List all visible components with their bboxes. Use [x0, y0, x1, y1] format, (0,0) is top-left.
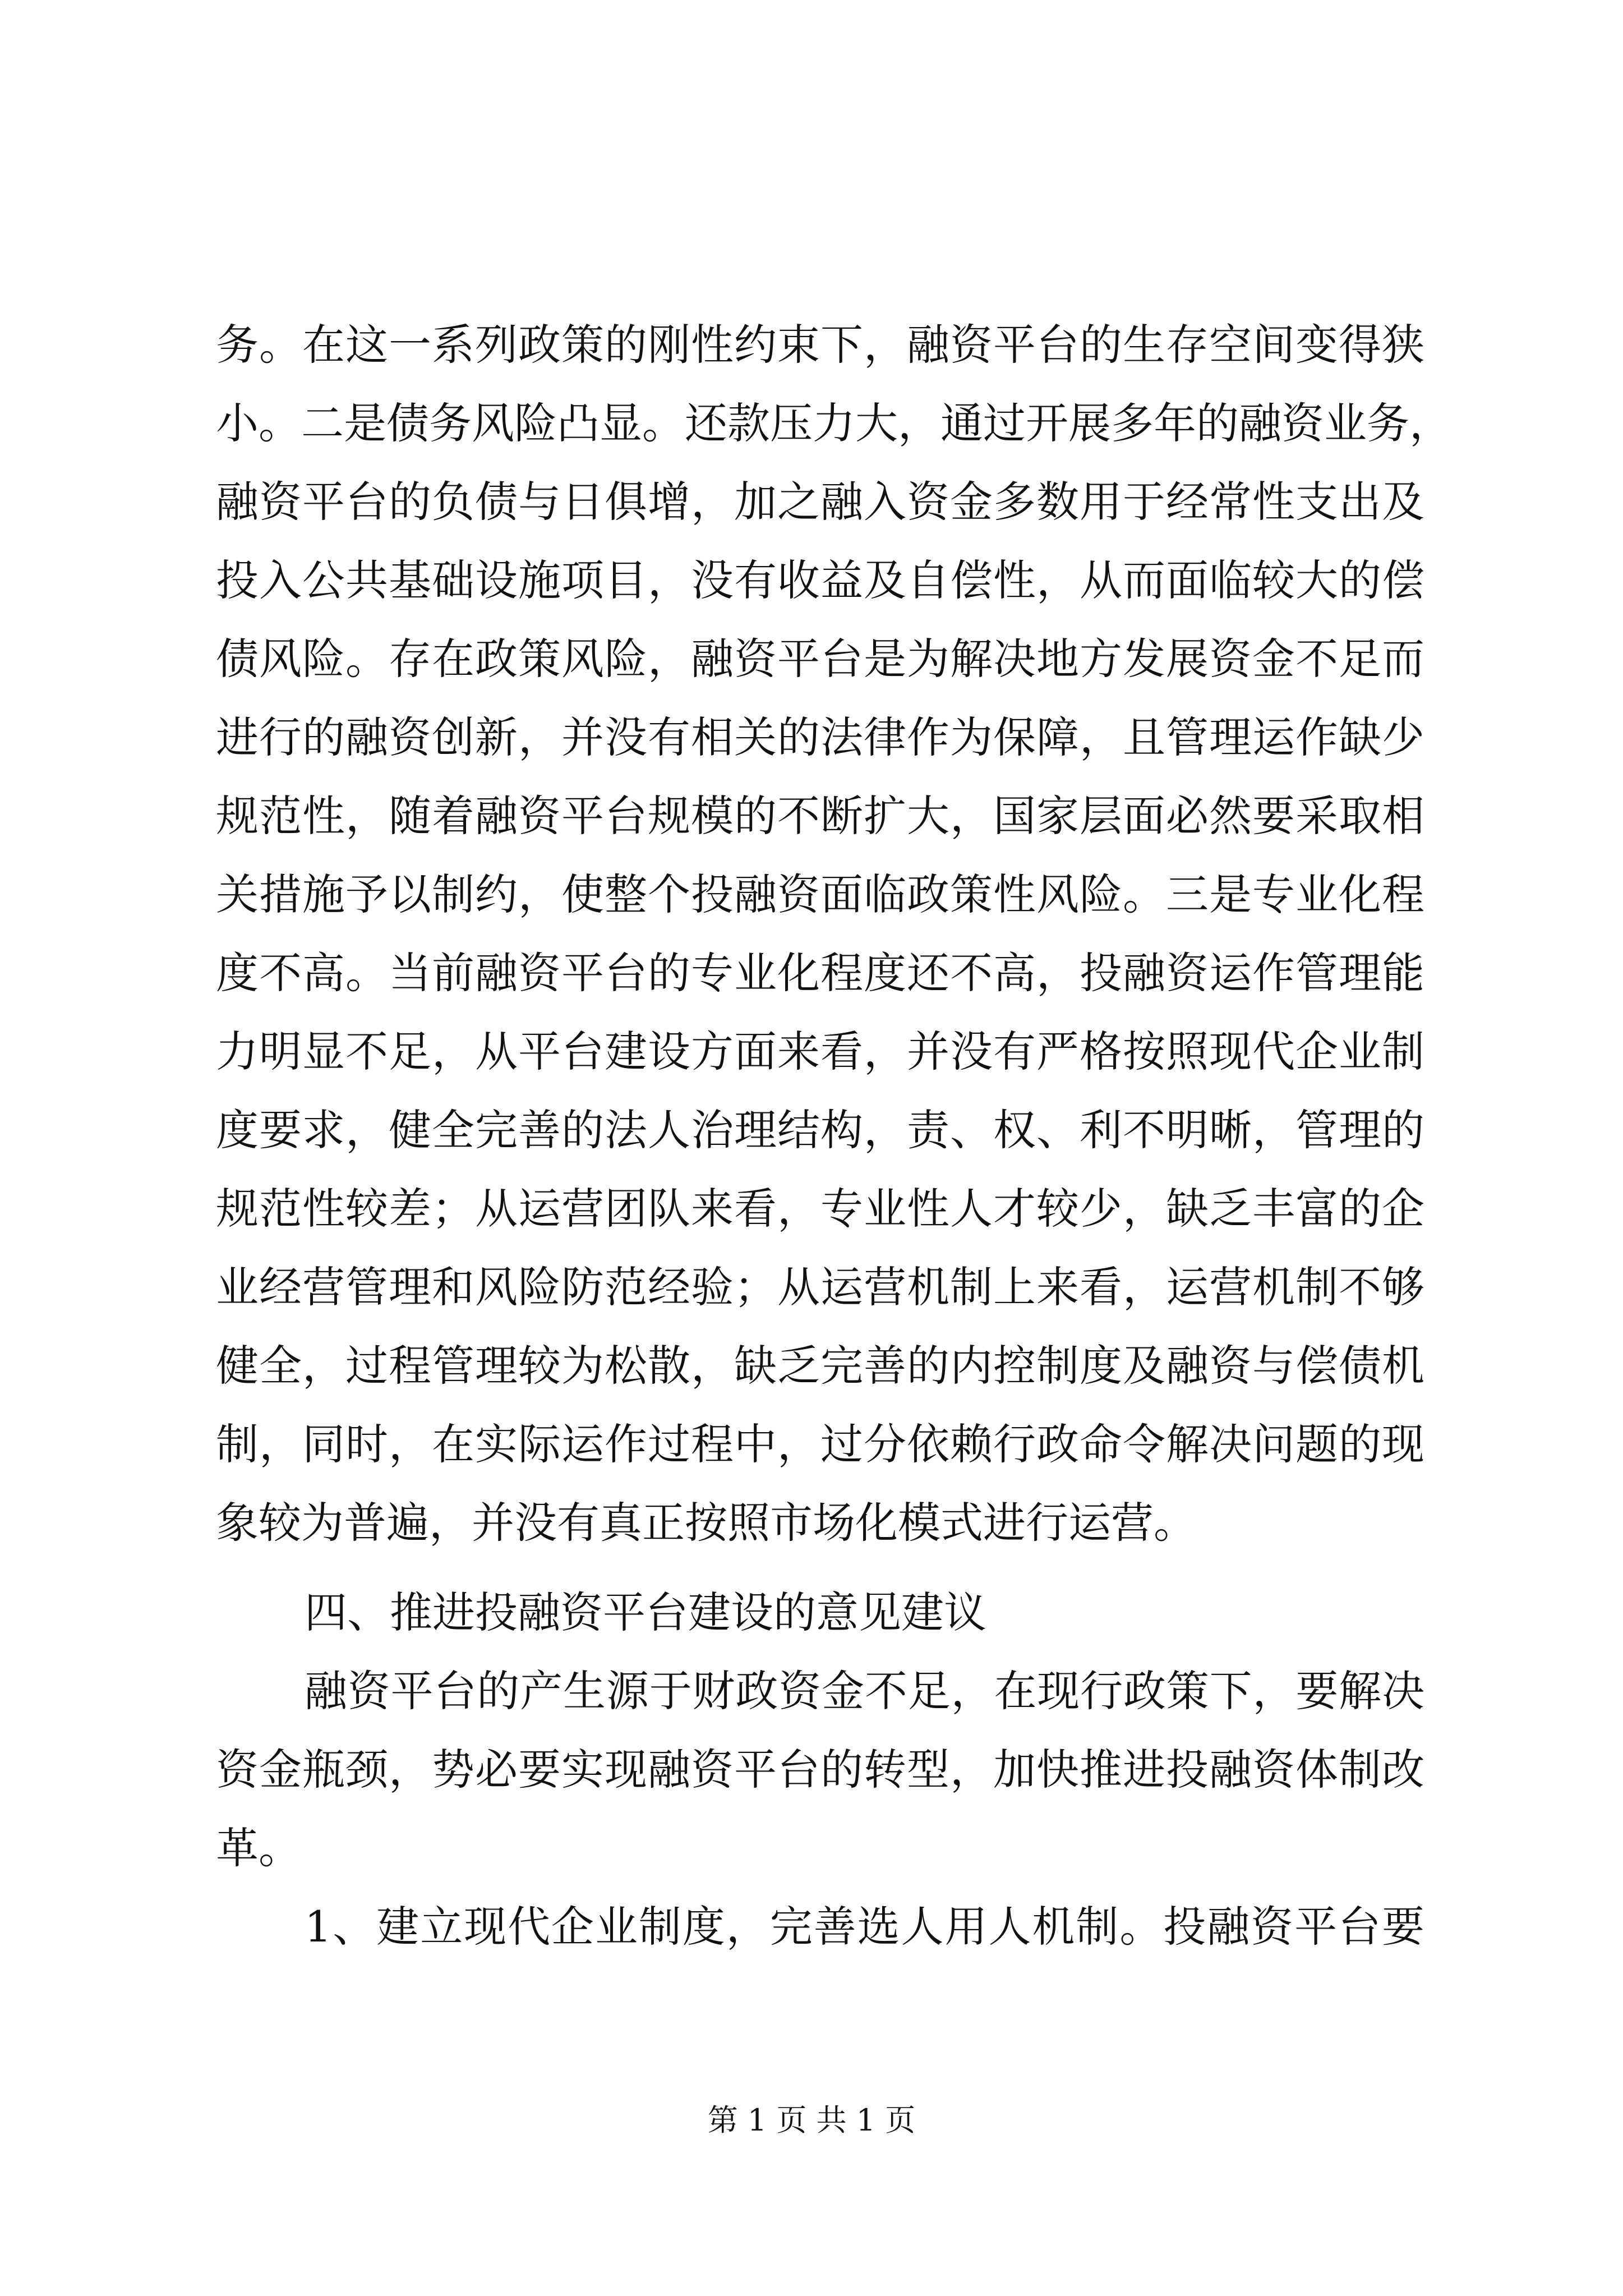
text-line: 象较为普遍，并没有真正按照市场化模式进行运营。	[216, 1498, 1196, 1548]
text-line: 融资平台的负债与日俱增，加之融入资金多数用于经常性支出及	[216, 477, 1424, 527]
text-line: 小。二是债务风险凸显。还款压力大，通过开展多年的融资业务，	[216, 398, 1452, 448]
text-line: 进行的融资创新，并没有相关的法律作为保障，且管理运作缺少	[216, 712, 1424, 762]
text-line: 资金瓶颈，势必要实现融资平台的转型，加快推进投融资体制改	[216, 1745, 1424, 1795]
text-line: 力明显不足，从平台建设方面来看，并没有严格按照现代企业制	[216, 1027, 1424, 1076]
page-footer	[0, 2101, 1623, 2140]
text-line: 制，同时，在实际运作过程中，过分依赖行政命令解决问题的现	[216, 1419, 1424, 1469]
text-line: 规范性，随着融资平台规模的不断扩大，国家层面必然要采取相	[216, 791, 1424, 841]
text-line: 融资平台的产生源于财政资金不足，在现行政策下，要解决	[305, 1666, 1424, 1716]
text-line: 革。	[216, 1823, 301, 1873]
text-line: 度要求，健全完善的法人治理结构，责、权、利不明晰，管理的	[216, 1105, 1424, 1155]
intro-paragraph	[216, 1652, 1424, 1966]
text-line: 规范性较差；从运营团队来看，专业性人才较少，缺乏丰富的企	[216, 1184, 1424, 1234]
paragraph-continuation	[216, 306, 1452, 1562]
numbered-item-1: 1、建立现代企业制度，完善选人用人机制。投融资平台要	[305, 1902, 1424, 1952]
text-line: 债风险。存在政策风险，融资平台是为解决地方发展资金不足而	[216, 634, 1424, 684]
text-line: 业经营管理和风险防范经验；从运营机制上来看，运营机制不够	[216, 1262, 1424, 1312]
text-line: 度不高。当前融资平台的专业化程度还不高，投融资运作管理能	[216, 948, 1424, 998]
text-line: 务。在这一系列政策的刚性约束下，融资平台的生存空间变得狭	[216, 320, 1424, 370]
page-number-label: 第 1 页 共 1 页	[707, 2102, 916, 2138]
section-heading-text: 四、推进投融资平台建设的意见建议	[305, 1588, 986, 1637]
text-line: 关措施予以制约，使整个投融资面临政策性风险。三是专业化程	[216, 869, 1424, 919]
section-heading	[216, 1573, 1424, 1652]
text-line: 投入公共基础设施项目，没有收益及自偿性，从而面临较大的偿	[216, 555, 1424, 605]
text-line: 健全，过程管理较为松散，缺乏完善的内控制度及融资与偿债机	[216, 1341, 1424, 1391]
